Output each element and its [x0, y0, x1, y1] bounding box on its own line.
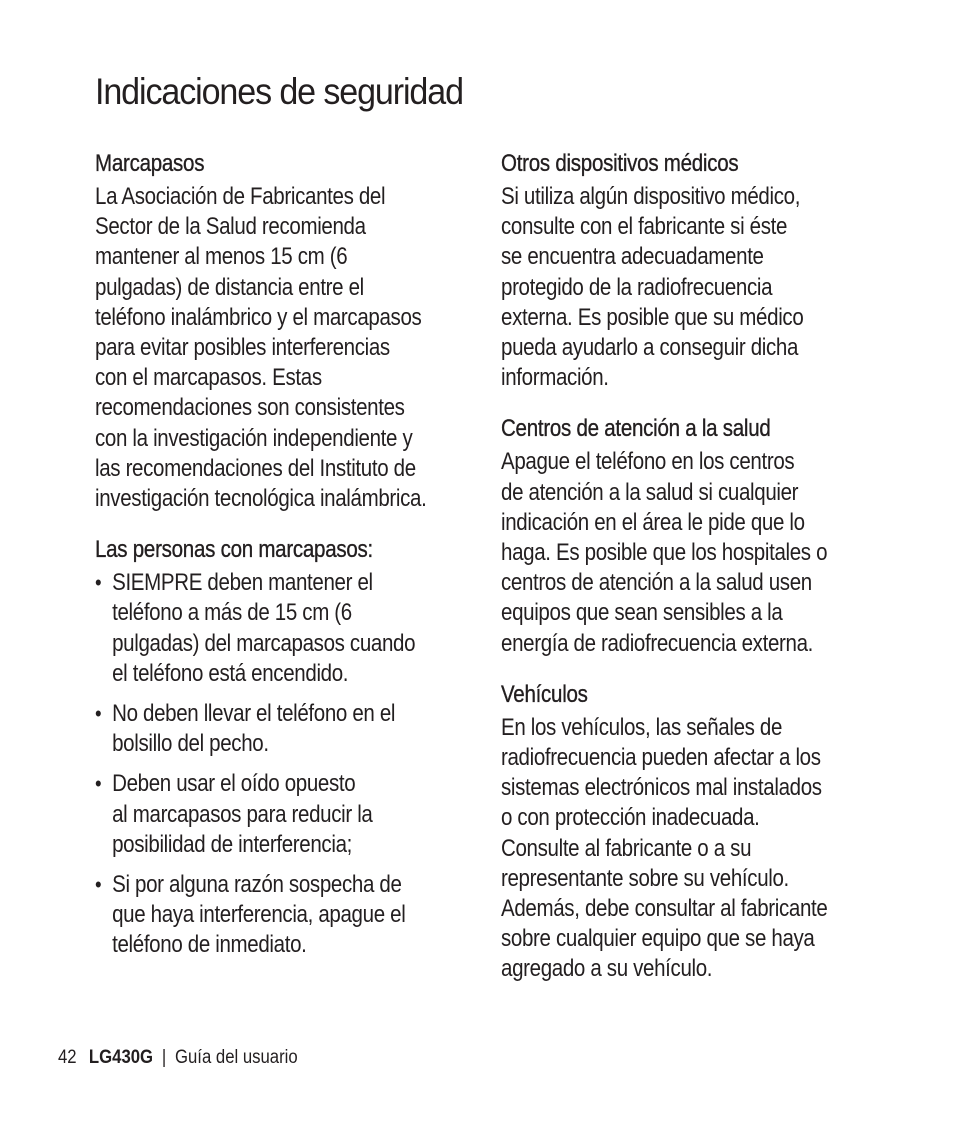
text-line: para evitar posibles interferencias: [95, 334, 390, 362]
text-line: teléfono a más de 15 cm (6: [112, 599, 352, 627]
section-centros-de-atencion: [501, 411, 877, 658]
text-line: con la investigación independiente y: [95, 424, 413, 452]
section-body: [95, 182, 471, 514]
text-line: información.: [501, 364, 609, 392]
section-heading: Las personas con marcapasos:: [95, 536, 373, 564]
text-line: centros de atención a la salud usen: [501, 569, 812, 597]
section-heading: Otros dispositivos médicos: [501, 150, 739, 177]
text-line: En los vehículos, las señales de: [501, 713, 783, 741]
text-line: haga. Es posible que los hospitales o: [501, 539, 828, 567]
section-marcapasos: [95, 146, 471, 514]
text-line: las recomendaciones del Instituto de: [95, 454, 416, 482]
text-line: protegido de la radiofrecuencia: [501, 273, 773, 301]
text-line: radiofrecuencia pueden afectar a los: [501, 744, 821, 772]
text-line: se encuentra adecuadamente: [501, 243, 764, 271]
text-line: pulgadas) de distancia entre el: [95, 273, 364, 301]
text-line: • Si por alguna razón sospecha de: [112, 871, 402, 899]
text-line: energía de radiofrecuencia externa.: [501, 629, 814, 657]
section-personas-con-marcapasos: [95, 532, 471, 960]
text-line: recomendaciones son consistentes: [95, 394, 405, 422]
text-line: Además, debe consultar al fabricante: [501, 895, 828, 923]
section-body: [501, 447, 877, 658]
text-line: sistemas electrónicos mal instalados: [501, 774, 822, 802]
section-body: [501, 713, 877, 985]
text-line: teléfono de inmediato.: [112, 931, 307, 959]
text-line: bolsillo del pecho.: [112, 730, 269, 758]
text-line: equipos que sean sensibles a la: [501, 599, 783, 627]
bullet-list: [95, 568, 471, 960]
text-line: sobre cualquier equipo que se haya: [501, 925, 815, 953]
text-line: La Asociación de Fabricantes del: [95, 183, 386, 210]
guide-title: Guía del usuario: [174, 1047, 298, 1068]
text-line: mantener al menos 15 cm (6: [95, 243, 348, 271]
text-line: Consulte al fabricante o a su: [501, 834, 752, 862]
text-line: teléfono inalámbrico y el marcapasos: [95, 303, 422, 331]
text-line: Apague el teléfono en los centros: [501, 448, 795, 476]
model-name: LG430G: [88, 1047, 154, 1068]
right-column: [501, 146, 885, 985]
bullet-item: [95, 870, 471, 961]
text-line: el teléfono está encendido.: [112, 659, 349, 687]
section-vehiculos: [501, 677, 877, 985]
bullet-item: [95, 699, 471, 759]
text-line: representante sobre su vehículo.: [501, 864, 789, 892]
text-line: Si utiliza algún dispositivo médico,: [501, 183, 801, 210]
page-number: 42: [58, 1047, 77, 1068]
text-line: • No deben llevar el teléfono en el: [112, 700, 396, 728]
section-heading: Vehículos: [501, 680, 588, 708]
text-line: Sector de la Salud recomienda: [95, 213, 366, 241]
text-line: externa. Es posible que su médico: [501, 303, 804, 331]
text-line: • Deben usar el oído opuesto: [112, 770, 356, 798]
section-heading: Marcapasos: [95, 150, 205, 177]
text-line: agregado a su vehículo.: [501, 955, 713, 983]
text-line: que haya interferencia, apague el: [112, 901, 406, 929]
text-line: pulgadas) del marcapasos cuando: [112, 629, 416, 657]
text-line: al marcapasos para reducir la: [112, 800, 373, 828]
section-otros-dispositivos: [501, 146, 877, 393]
left-column: [95, 146, 479, 971]
text-line: posibilidad de interferencia;: [112, 830, 353, 858]
footer-separator: |: [161, 1047, 167, 1068]
text-line: o con protección inadecuada.: [501, 804, 760, 832]
text-line: • SIEMPRE deben mantener el: [112, 569, 373, 597]
text-line: de atención a la salud si cualquier: [501, 478, 799, 506]
page-footer: [58, 1045, 298, 1071]
text-line: pueda ayudarlo a conseguir dicha: [501, 334, 799, 362]
text-line: indicación en el área le pide que lo: [501, 508, 805, 536]
text-line: consulte con el fabricante si éste: [501, 213, 788, 241]
page-title: Indicaciones de seguridad: [95, 71, 463, 112]
text-line: con el marcapasos. Estas: [95, 364, 322, 392]
bullet-item: [95, 568, 471, 689]
section-heading: Centros de atención a la salud: [501, 415, 771, 443]
bullet-item: [95, 769, 471, 860]
text-line: investigación tecnológica inalámbrica.: [95, 485, 427, 513]
section-body: [501, 182, 877, 393]
